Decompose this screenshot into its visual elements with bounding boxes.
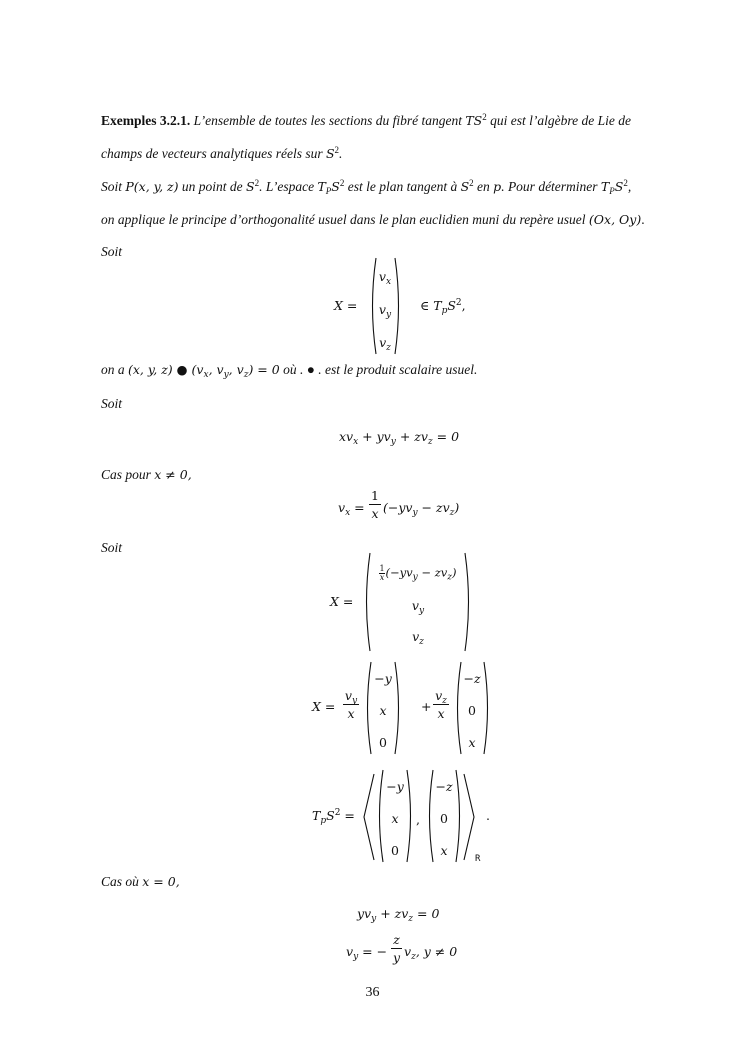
case1-fraction bbox=[369, 488, 381, 521]
case2-cond: x = 0, bbox=[142, 874, 180, 889]
case2-eq-a: $yv_y + zv_z = 0$ bbox=[357, 906, 440, 924]
eq4-v2-entry-2: 0 bbox=[468, 703, 476, 718]
example-heading: Exemples 3.2.1. bbox=[101, 113, 191, 128]
eq5-v2-entry-3: x bbox=[440, 843, 448, 858]
soit-2: Soit bbox=[101, 396, 123, 411]
p2-text1: un point de bbox=[181, 179, 243, 194]
sphere-symbol: S bbox=[325, 146, 335, 161]
example-text-cont: qui est l’algèbre de Lie de bbox=[490, 113, 631, 128]
sphere-symbol-3: S bbox=[331, 179, 340, 194]
eq5-left-angle bbox=[362, 772, 376, 862]
tangent-space-symbol: T bbox=[317, 179, 326, 194]
eq5-real-subscript: R bbox=[475, 854, 481, 864]
eq2-orthogonality: $xv_x + yv_y + zv_z = 0$ bbox=[339, 429, 460, 447]
eq1-entry-vy: $v_y$ bbox=[378, 302, 392, 320]
eq1-entry-vz: $v_z$ bbox=[379, 335, 391, 353]
eq4-v1-entry-3: 0 bbox=[379, 735, 387, 750]
sphere-symbol-2: S bbox=[246, 179, 255, 194]
example-heading-line: Exemples 3.2.1. L’ensemble de toutes les sections du fibré tangent $TS^2$ qui est l’algèbre de Lie de bbox=[101, 112, 631, 128]
case2-tail: $v_z$, y ≠ 0 bbox=[404, 944, 458, 962]
eq3-right-paren bbox=[463, 551, 473, 653]
eq4-lhs: X = bbox=[312, 699, 336, 714]
eq1-lhs: X = bbox=[334, 298, 358, 313]
sphere-symbol-5: S bbox=[614, 179, 624, 194]
eq1-rhs: ∈ $T_pS^2$, bbox=[420, 298, 466, 316]
page-number: 36 bbox=[365, 985, 380, 1000]
eq5-comma: , bbox=[416, 812, 420, 827]
case2-line bbox=[101, 874, 180, 890]
eq3-entry-2: $v_y$ bbox=[411, 598, 425, 616]
eq4-v1-entry-2: x bbox=[379, 703, 387, 718]
eq5-period: . bbox=[486, 808, 490, 823]
p2-text5: . Pour déterminer bbox=[501, 179, 598, 194]
case1-frac-den: x bbox=[371, 506, 379, 521]
eq4-frac1-num: $v_y$ bbox=[344, 688, 358, 706]
eq4-v2-entry-3: x bbox=[468, 735, 476, 750]
eq4-vec2-right-paren bbox=[482, 660, 492, 756]
eq3-entry-1: $\frac{1}{x}$ $(-yv_y - zv_z)$ bbox=[379, 564, 457, 583]
eq4-plus: + bbox=[421, 699, 432, 714]
p2-line2-text: on applique le principe d’orthogonalité usuel dans le plan euclidien muni du repère usuel bbox=[101, 212, 586, 227]
case2-frac-den: y bbox=[392, 950, 401, 965]
eq4-frac2-den: x bbox=[437, 706, 445, 721]
soit-3: Soit bbox=[101, 540, 123, 555]
case2-fraction bbox=[391, 932, 402, 965]
case1-paren-expr: $(-yv_y - zv_z)$ bbox=[383, 500, 460, 518]
eq5-right-angle bbox=[462, 772, 476, 862]
eq4-v2-entry-1: −z bbox=[463, 671, 481, 686]
case2-frac-num: z bbox=[391, 932, 402, 949]
case1-label: Cas pour bbox=[101, 467, 151, 482]
eq3-lhs: X = bbox=[330, 594, 354, 609]
point-p-lower: p bbox=[493, 179, 502, 194]
p2-text2: . L’espace bbox=[259, 179, 315, 194]
point-p: P(x, y, z) bbox=[125, 179, 179, 194]
eq5-vec1-right-paren bbox=[405, 768, 415, 864]
eq4-frac2-num: $v_z$ bbox=[433, 688, 449, 705]
scalar-text2: où . ● . est le produit scalaire usuel. bbox=[283, 362, 478, 377]
eq4-v1-entry-1: −y bbox=[374, 671, 392, 686]
soit-word: Soit bbox=[101, 179, 123, 194]
case1-cond: x ≠ 0, bbox=[154, 467, 192, 482]
example-line-2: champs de vecteurs analytiques réels sur $S^2$. bbox=[101, 145, 343, 161]
soit-1: Soit bbox=[101, 244, 123, 259]
eq5-v1-entry-2: x bbox=[391, 811, 399, 826]
p2-text3: est le plan tangent à bbox=[347, 179, 458, 194]
eq4-frac-2 bbox=[433, 688, 449, 721]
eq1-entry-vx: $v_x$ bbox=[378, 269, 392, 287]
eq3-vector bbox=[368, 551, 468, 653]
eq4-frac-1 bbox=[343, 688, 359, 721]
case2-vy: $v_y$ = − bbox=[346, 944, 388, 962]
case1-vx: $v_x$ = bbox=[338, 500, 365, 518]
sphere-symbol-4: S bbox=[460, 179, 470, 194]
eq5-v2-entry-2: 0 bbox=[440, 811, 448, 826]
eq1-right-paren bbox=[393, 256, 403, 356]
case1-line bbox=[101, 467, 192, 483]
eq5-v1-entry-3: 0 bbox=[391, 843, 399, 858]
case1-frac-num: 1 bbox=[369, 488, 381, 505]
eq4-vec1-right-paren bbox=[393, 660, 403, 756]
eq5-lhs: $T_pS^2$ = bbox=[312, 808, 355, 826]
tangent-bundle-symbol: TS bbox=[465, 113, 483, 128]
scalar-text1: on a bbox=[101, 362, 125, 377]
paragraph2-line1: Soit P(x, y, z) un point de $S^2$. L’espace $T_PS^2$ est le plan tangent à $S^2$ en p. Pour déterminer $T_PS^2$, bbox=[101, 178, 632, 196]
eq5-v1-entry-1: −y bbox=[386, 779, 404, 794]
eq4-frac1-den: x bbox=[347, 706, 355, 721]
paragraph2-line2: on applique le principe d’orthogonalité usuel dans le plan euclidien muni du repère usuel (Ox, Oy). bbox=[101, 212, 645, 227]
case2-label: Cas où bbox=[101, 874, 139, 889]
frame-symbol: (Ox, Oy) bbox=[588, 212, 642, 227]
p2-text4: en bbox=[477, 179, 490, 194]
example-text: L’ensemble de toutes les sections du fibré tangent bbox=[193, 113, 462, 128]
eq5-v2-entry-1: −z bbox=[435, 779, 453, 794]
scalar-product-line bbox=[101, 362, 477, 378]
scalar-expr: (x, y, z) ● ($v_x$, $v_y$, $v_z) = 0$ bbox=[128, 362, 280, 380]
tangent-space-symbol-2: T bbox=[600, 179, 610, 194]
example-text-line2: champs de vecteurs analytiques réels sur bbox=[101, 146, 323, 161]
eq3-entry-3: $v_z$ bbox=[412, 629, 424, 647]
